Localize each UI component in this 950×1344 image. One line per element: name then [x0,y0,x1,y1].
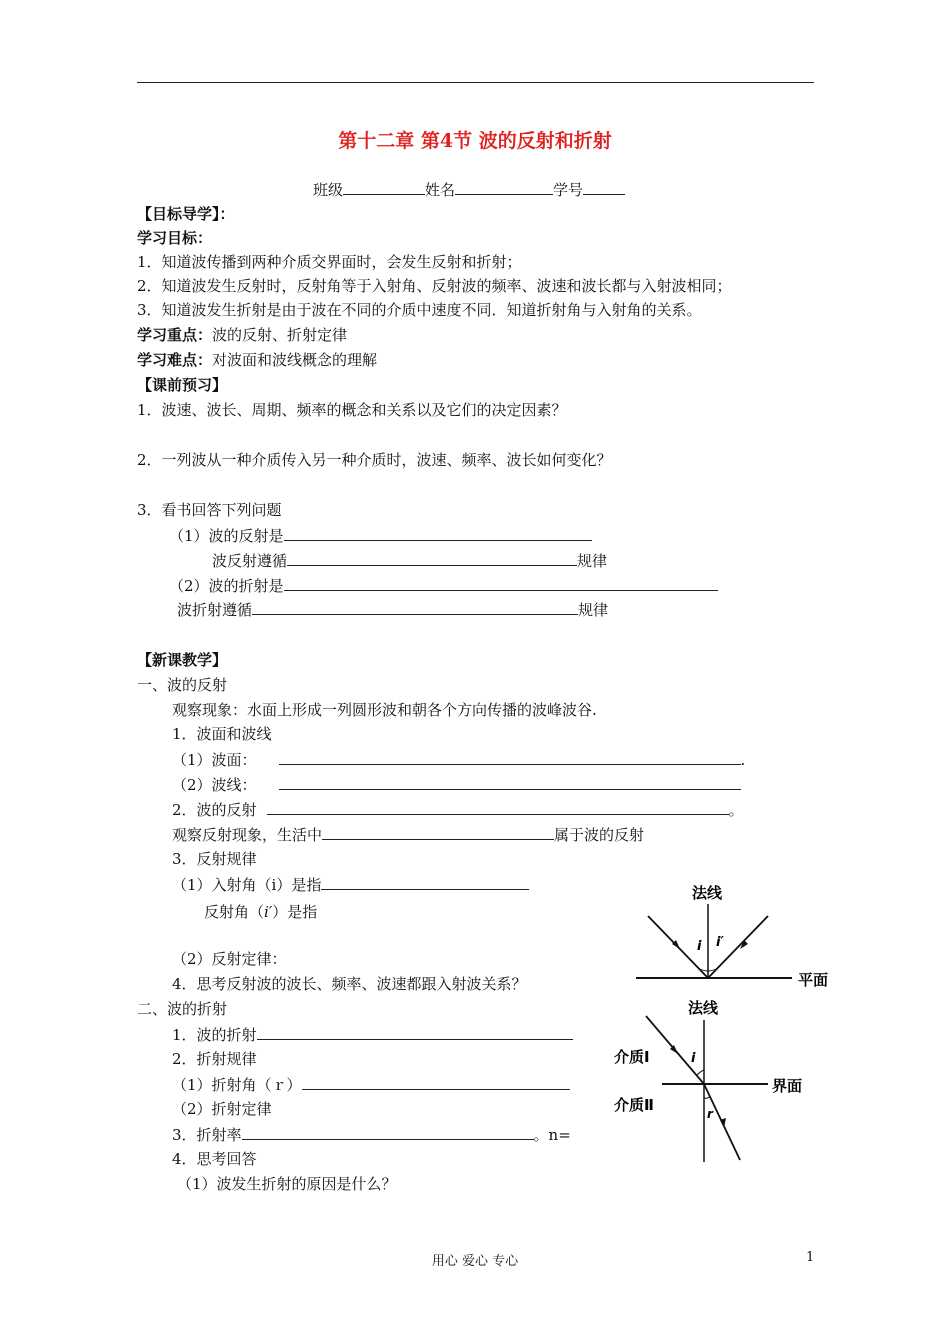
key-text: 波的反射、折射定律 [212,326,348,344]
incident-angle-label: （1）入射角（i）是指 [172,876,322,894]
preview-q3-1b [212,551,607,570]
q3-2-blank[interactable] [284,576,718,591]
item-wavefront: 1．波面和波线 [172,725,272,743]
preview-q3: 3．看书回答下列问题 [137,501,282,519]
reflection-label: 2．波的反射 [172,801,257,819]
objective-item: 3．知道波发生折射是由于波在不同的介质中速度不同．知道折射角与入射角的关系。 [137,301,702,319]
rule-label: 规律 [578,601,609,619]
preview-q1: 1．波速、波长、周期、频率的概念和关系以及它们的决定因素？ [137,401,567,419]
period: 。 [728,801,744,819]
waveline-blank[interactable] [279,775,741,790]
refractive-index-blank[interactable] [242,1125,534,1140]
objective-item: 2．知道波发生反射时，反射角等于入射角、反射波的频率、波速和波长都与入射波相同； [137,277,732,295]
name-label: 姓名 [425,181,456,199]
class-blank[interactable] [343,180,425,195]
key-label: 学习重点： [137,326,213,344]
incident-angle-arc [697,1070,704,1075]
class-label: 班级 [313,181,344,199]
objectives-subheader: 学习目标： [137,229,213,247]
incident-angle-label: i [697,939,702,954]
rule-label: 规律 [577,552,608,570]
item-wavefront-2 [172,775,741,794]
item-reflection-law: 3．反射规律 [172,850,257,868]
reflection-blank[interactable] [267,800,729,815]
refractive-index [172,1125,571,1144]
observe-reflection-label: 观察反射现象，生活中 [172,826,323,844]
medium-1-label: 介质Ⅰ [614,1048,650,1066]
q3-1-label: （1）波的反射是 [169,527,284,545]
reflection-law: （2）反射定律： [172,950,287,968]
reflect-angle-suffix: ）是指 [272,903,318,921]
difficulty-point [137,351,377,369]
waveline-label: （2）波线： [172,776,257,794]
interface-label: 界面 [772,1077,803,1095]
refraction-angle-blank[interactable] [302,1075,570,1090]
preview-q3-2b [177,600,608,619]
refraction-diagram [600,996,820,1166]
preview-q3-2 [169,576,718,595]
think-reflection: 4．思考反射波的波长、频率、波速都跟入射波关系？ [172,975,527,993]
preview-header: 【课前预习】 [137,376,228,394]
item-refraction [172,1025,573,1044]
preview-q3-1 [169,526,592,545]
refraction-reason-question: （1）波发生折射的原因是什么？ [177,1175,397,1193]
observe-reflection-suffix: 属于波的反射 [554,826,645,844]
difficulty-text: 对波面和波线概念的理解 [212,351,378,369]
q3-2-label: （2）波的折射是 [169,577,284,595]
q3-1b-blank[interactable] [287,551,577,566]
section-refraction: 二、波的折射 [137,1000,228,1018]
wavefront-blank[interactable] [279,750,741,765]
reflect-angle-symbol: i′ [264,903,273,921]
objective-item: 1．知道波传播到两种介质交界面时，会发生反射和折射； [137,253,522,271]
normal-label: 法线 [688,999,719,1017]
observe-text: 观察现象：水面上形成一列圆形波和朝各个方向传播的波峰波谷. [172,701,597,719]
preview-q2: 2．一列波从一种介质传入另一种介质时，波速、频率、波长如何变化？ [137,451,612,469]
refraction-angle-label: （1）折射角（ｒ） [172,1076,302,1094]
reflect-angle-label: i′ [716,935,724,950]
difficulty-label: 学习难点： [137,351,213,369]
reflection-diagram [600,872,850,994]
refraction-law: （2）折射定律 [172,1100,272,1118]
observe-reflection [172,825,644,844]
name-blank[interactable] [455,180,553,195]
refraction-blank[interactable] [257,1025,573,1040]
item-reflection [172,800,744,819]
reflect-angle-def [204,903,317,921]
section-reflection: 一、波的反射 [137,676,228,694]
page-number: 1 [806,1250,815,1265]
medium-2-label: 介质Ⅱ [614,1096,654,1114]
q3-2b-blank[interactable] [252,600,578,615]
wavefront-label: （1）波面： [172,751,257,769]
refraction-angle-def [172,1075,570,1094]
key-point [137,326,347,344]
refract-angle-label: r [707,1107,713,1121]
normal-label: 法线 [692,884,723,902]
observe-reflection-blank[interactable] [322,825,554,840]
refraction-label: 1．波的折射 [172,1026,257,1044]
student-info [313,180,625,199]
plane-label: 平面 [798,971,829,989]
reflect-angle-prefix: 反射角（ [204,903,265,921]
top-rule [137,82,814,83]
q3-1b-label: 波反射遵循 [212,552,288,570]
page-title: 第十二章 第4节 波的反射和折射 [338,130,612,152]
incident-angle-blank[interactable] [321,875,529,890]
objectives-header: 【目标导学】： [137,205,235,223]
id-label: 学号 [553,181,584,199]
page-footer: 用心 爱心 专心 [431,1254,519,1269]
new-lesson-header: 【新课教学】 [137,651,228,669]
item-wavefront-1 [172,750,745,769]
id-blank[interactable] [583,180,625,195]
refractive-index-suffix: 。n= [533,1126,571,1144]
incident-angle-label: i [691,1051,696,1066]
period: . [740,751,746,769]
think-answer: 4．思考回答 [172,1150,257,1168]
incident-angle-def [172,875,529,894]
q3-2b-label: 波折射遵循 [177,601,253,619]
refractive-index-label: 3．折射率 [172,1126,242,1144]
item-refraction-law: 2．折射规律 [172,1050,257,1068]
q3-1-blank[interactable] [284,526,592,541]
